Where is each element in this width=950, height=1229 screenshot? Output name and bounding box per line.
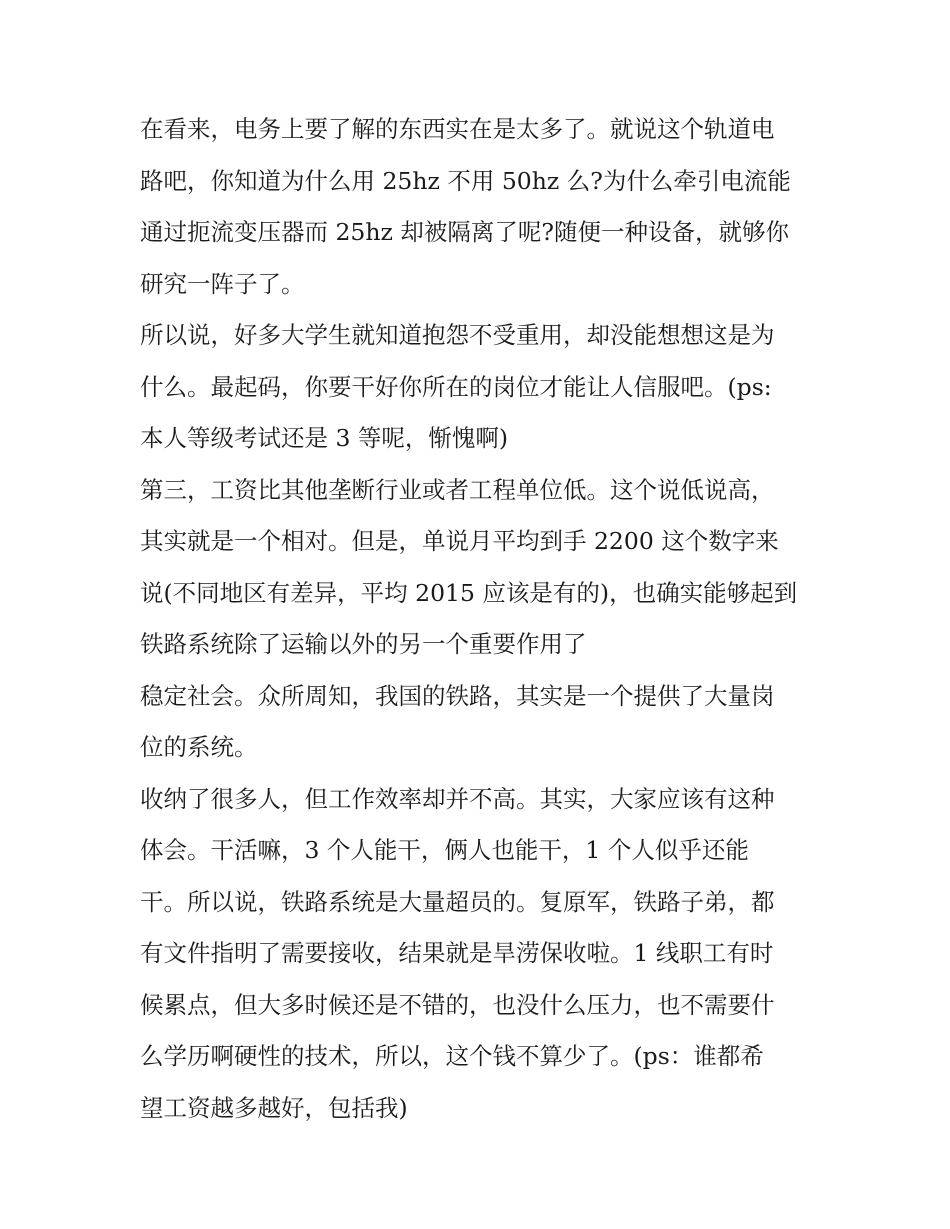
text-line: 研究一阵子了。 [140,269,305,298]
text-line: 其实就是一个相对。但是，单说月平均到手 2200 这个数字来 [140,527,779,555]
text-line: 位的系统。 [140,733,258,761]
text-line: 第三，工资比其他垄断行业或者工程单位低。这个说低说高， [140,475,775,504]
text-line: 铁路系统除了运输以外的另一个重要作用了 [140,630,587,658]
text-line: 么学历啊硬性的技术，所以，这个钱不算少了。(ps：谁都希 [140,1042,764,1070]
text-line: 说(不同地区有差异，平均 2015 应该是有的)，也确实能够起到 [140,578,798,607]
text-line: 通过扼流变压器而 25hz 却被隔离了呢?随便一种设备，就够你 [140,218,789,246]
text-line: 本人等级考试还是 3 等呢，惭愧啊) [140,424,509,452]
text-line: 什么。最起码，你要干好你所在的岗位才能让人信服吧。(ps: [140,372,772,401]
text-line: 候累点，但大多时候还是不错的，也没什么压力，也不需要什 [140,990,775,1019]
text-line: 望工资越多越好，包括我) [140,1093,408,1122]
text-line: 体会。干活嘛，3 个人能干，俩人也能干，1 个人似乎还能 [140,836,749,864]
text-line: 收纳了很多人，但工作效率却并不高。其实，大家应该有这种 [140,784,775,813]
text-line: 干。所以说，铁路系统是大量超员的。复原军，铁路子弟，都 [140,887,775,916]
text-line: 所以说，好多大学生就知道抱怨不受重用，却没能想想这是为 [140,321,775,349]
body-text [140,104,820,1134]
text-line: 在看来，电务上要了解的东西实在是太多了。就说这个轨道电 [140,115,775,143]
text-line: 有文件指明了需要接收，结果就是旱涝保收啦。1 线职工有时 [140,939,774,967]
text-line: 稳定社会。众所周知，我国的铁路，其实是一个提供了大量岗 [140,681,775,710]
text-line: 路吧，你知道为什么用 25hz 不用 50hz 么?为什么牵引电流能 [140,166,791,195]
